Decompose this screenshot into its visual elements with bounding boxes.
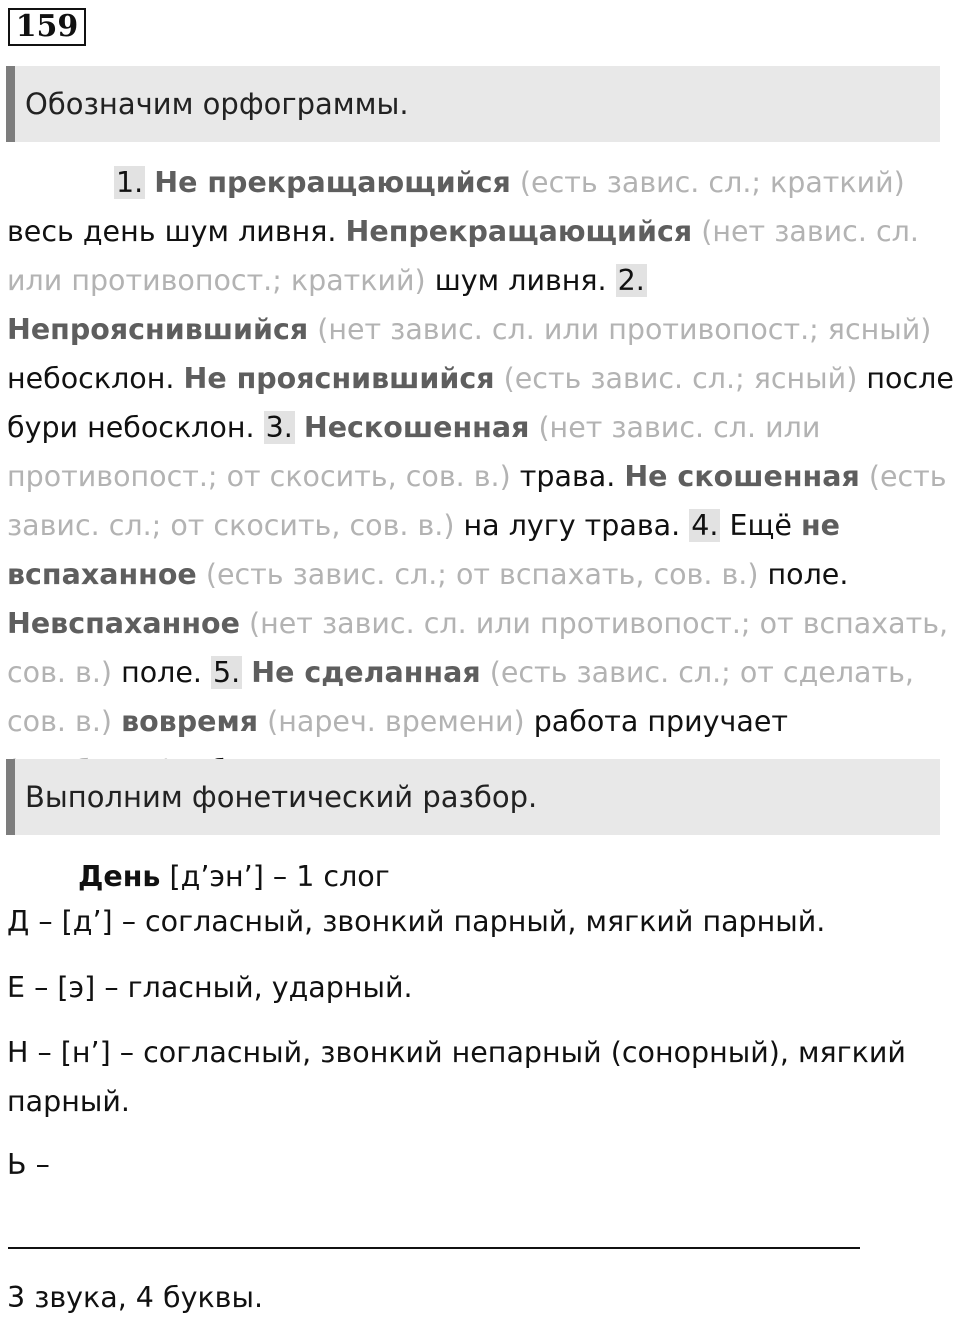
sentence-text: поле. bbox=[767, 558, 849, 591]
phonetic-line-n: Н – [н’] – согласный, звонкий непарный (сонорный), мягкий парный. bbox=[7, 1036, 906, 1118]
highlighted-word: не вспаханное bbox=[7, 509, 840, 591]
sentence-number: 1. bbox=[116, 166, 144, 199]
phonetic-line-e: Е – [э] – гласный, ударный. bbox=[7, 971, 413, 1004]
phonetic-word-header bbox=[78, 852, 390, 901]
grammar-note: (есть завис. сл.; от сделать, сов. в.) bbox=[7, 656, 914, 738]
grammar-note: (нет завис. сл. или противопост.; краткий) bbox=[7, 215, 919, 297]
grammar-note: (нет завис. сл. или противопост.; от скосить, сов. в.) bbox=[7, 411, 821, 493]
divider-line bbox=[8, 1247, 860, 1249]
sentence-text: после бури небосклон. bbox=[7, 362, 954, 444]
phonetic-line-soft-sign: Ь – bbox=[7, 1148, 50, 1181]
highlighted-word: Нескошенная bbox=[303, 411, 530, 444]
highlighted-word: Непрояснившийся bbox=[7, 313, 309, 346]
section-banner-phonetics: Выполним фонетический разбор. bbox=[6, 759, 940, 835]
task-number: 159 bbox=[8, 8, 86, 46]
grammar-note: (есть завис. сл.; от вспахать, сов. в.) bbox=[205, 558, 759, 591]
sentence-number: 5. bbox=[213, 656, 241, 689]
grammar-note: (нареч. времени) bbox=[267, 705, 525, 738]
phonetic-summary: 3 звука, 4 буквы. bbox=[7, 1281, 264, 1314]
sentence-text: Ещё bbox=[729, 509, 792, 542]
highlighted-word: Невспаханное bbox=[7, 607, 240, 640]
highlighted-word: Не сделанная bbox=[251, 656, 481, 689]
highlighted-word: Не прекращающийся bbox=[154, 166, 511, 199]
grammar-note: (есть завис. сл.; краткий) bbox=[519, 166, 905, 199]
sentence-text: на лугу трава. bbox=[463, 509, 681, 542]
grammar-note: (есть завис. сл.; от скосить, сов. в.) bbox=[7, 460, 947, 542]
phonetic-line-d: Д – [д’] – согласный, звонкий парный, мягкий парный. bbox=[7, 905, 826, 938]
highlighted-word: Не прояснившийся bbox=[183, 362, 495, 395]
spelling-passage bbox=[7, 158, 955, 795]
grammar-note: (нет завис. сл. или противопост.; от вспахать, сов. в.) bbox=[7, 607, 949, 689]
sentence-text: приучает bbox=[647, 705, 788, 738]
highlighted-word: Не скошенная bbox=[624, 460, 860, 493]
sentence-text: трава. bbox=[519, 460, 616, 493]
highlighted-word: вовремя bbox=[121, 705, 259, 738]
sentence-text: весь день шум ливня. bbox=[7, 215, 337, 248]
sentence-text: небосклон. bbox=[7, 362, 175, 395]
sentence-text: поле. bbox=[121, 656, 202, 689]
sentence-number: 4. bbox=[691, 509, 719, 542]
phonetic-transcription: [д’эн’] – 1 слог bbox=[169, 860, 390, 893]
sentence-number: 2. bbox=[617, 264, 645, 297]
highlighted-word: Непрекращающийся bbox=[345, 215, 693, 248]
grammar-note: (есть завис. сл.; ясный) bbox=[503, 362, 858, 395]
sentence-number: 3. bbox=[265, 411, 293, 444]
phonetic-word: День bbox=[78, 860, 161, 893]
sentence-text: шум ливня. bbox=[434, 264, 607, 297]
sentence-text: работа bbox=[533, 705, 639, 738]
grammar-note: (нет завис. сл. или противопост.; ясный) bbox=[317, 313, 932, 346]
section-banner-spelling: Обозначим орфограммы. bbox=[6, 66, 940, 142]
